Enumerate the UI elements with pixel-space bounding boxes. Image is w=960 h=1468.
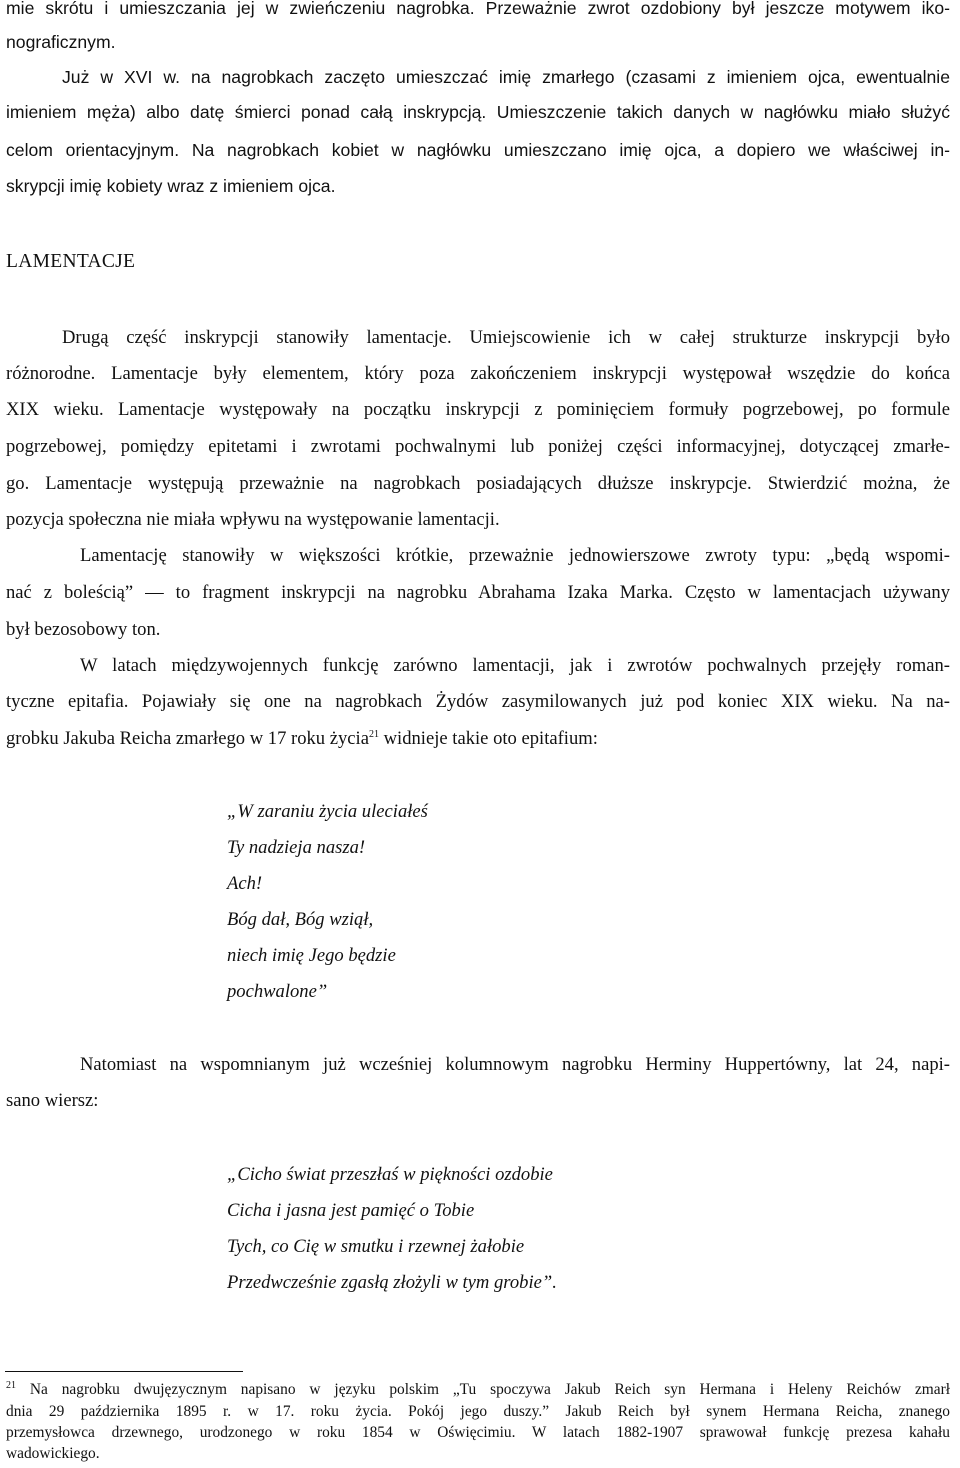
- paragraph-line: Lamentację stanowiły w większości krótkie, przeważnie jednowierszowe zwroty typu: „będą wspomi-: [80, 545, 950, 566]
- paragraph-line: Już w XVI w. na nagrobkach zaczęto umieszczać imię zmarłego (czasami z imieniem ojca, ewentualnie: [62, 67, 950, 87]
- paragraph-line: Drugą część inskrypcji stanowiły lamentacje. Umiejscowienie ich w całej strukturze inskrypcji było: [62, 327, 950, 348]
- section-heading: LAMENTACJE: [6, 251, 136, 272]
- paragraph-line: go. Lamentacje występują przeważnie na nagrobkach posiadających dłuższe inskrypcje. Stwierdzić można, że: [6, 473, 950, 494]
- poem-line: Tych, co Cię w smutku i rzewnej żałobie: [227, 1236, 525, 1257]
- paragraph-line: różnorodne. Lamentacje były elementem, który poza zakończeniem inskrypcji występował wszędzie do końca: [6, 363, 950, 384]
- paragraph-line: imieniem męża) albo datę śmierci ponad całą inskrypcją. Umieszczenie takich danych w nagłówku miało służyć: [6, 102, 950, 122]
- poem-line: Cicha i jasna jest pamięć o Tobie: [227, 1200, 475, 1221]
- poem-line: Ach!: [227, 873, 263, 894]
- footnote-line: wadowickiego.: [6, 1445, 100, 1462]
- paragraph-line: skrypcji imię kobiety wraz z imieniem ojca.: [6, 176, 336, 196]
- paragraph-line: sano wiersz:: [6, 1090, 99, 1111]
- poem-line: Ty nadzieja nasza!: [227, 837, 366, 858]
- footnote-number: 21: [6, 1379, 16, 1391]
- paragraph-line: mie skrótu i umieszczania jej w zwieńczeniu nagrobka. Przeważnie zwrot ozdobiony był jeszcze motywem iko-: [6, 0, 950, 18]
- poem-line: pochwalone”: [227, 981, 328, 1002]
- paragraph-line: XIX wieku. Lamentacje występowały na początku inskrypcji z pominięciem formuły pogrzebowej, po formule: [6, 399, 950, 420]
- poem-line: „W zaraniu życia uleciałeś: [227, 801, 428, 822]
- footnote-line: przemysłowca drzewnego, urodzonego w roku 1854 w Oświęcimiu. W latach 1882-1907 sprawował funkcję prezesa kahału: [6, 1424, 950, 1441]
- footnote-text: Na nagrobku dwujęzycznym napisano w języku polskim „Tu spoczywa Jakub Reich syn Hermana i Heleny Reichów zmarł: [16, 1381, 950, 1398]
- poem-line: niech imię Jego będzie: [227, 945, 396, 966]
- paragraph-line: nać z boleścią” — to fragment inskrypcji na nagrobku Abrahama Izaka Marka. Często w lamentacjach używany: [6, 582, 950, 603]
- footnote-line: dnia 29 października 1895 r. w 17. roku życia. Pokój jego duszy.” Jakub Reich był synem Hermana Reicha, znanego: [6, 1403, 950, 1420]
- paragraph-text: widnieje takie oto epitafium:: [378, 728, 598, 749]
- paragraph-line: nograficznym.: [6, 32, 116, 52]
- footnote-reference: 21: [368, 728, 379, 740]
- paragraph-line: W latach międzywojennych funkcję zarówno lamentacji, jak i zwrotów pochwalnych przejęły roman-: [80, 655, 950, 676]
- paragraph-line: tyczne epitafia. Pojawiały się one na nagrobkach Żydów zasymilowanych już pod koniec XIX wieku. Na na-: [6, 691, 950, 712]
- paragraph-line: Natomiast na wspomnianym już wcześniej kolumnowym nagrobku Herminy Huppertówny, lat 24, napi-: [80, 1054, 950, 1075]
- footnote-separator: [5, 1371, 243, 1372]
- paragraph-line: [6, 728, 598, 750]
- paragraph-line: celom orientacyjnym. Na nagrobkach kobiet w nagłówku umieszczano imię ojca, a dopiero we właściwej in-: [6, 140, 950, 160]
- paragraph-line: pogrzebowej, pomiędzy epitetami i zwrotami pochwalnymi lub poniżej części informacyjnej, dotyczącej zmarłe-: [6, 436, 950, 457]
- paragraph-line: był bezosobowy ton.: [6, 619, 161, 640]
- footnote-line: [6, 1381, 950, 1399]
- paragraph-text: grobku Jakuba Reicha zmarłego w 17 roku życia: [6, 728, 369, 749]
- poem-line: Przedwcześnie zgasłą złożyli w tym grobie”.: [227, 1272, 557, 1293]
- poem-line: Bóg dał, Bóg wziął,: [227, 909, 374, 930]
- paragraph-line: pozycja społeczna nie miała wpływu na występowanie lamentacji.: [6, 509, 500, 530]
- poem-line: „Cicho świat przeszłaś w piękności ozdobie: [227, 1164, 553, 1185]
